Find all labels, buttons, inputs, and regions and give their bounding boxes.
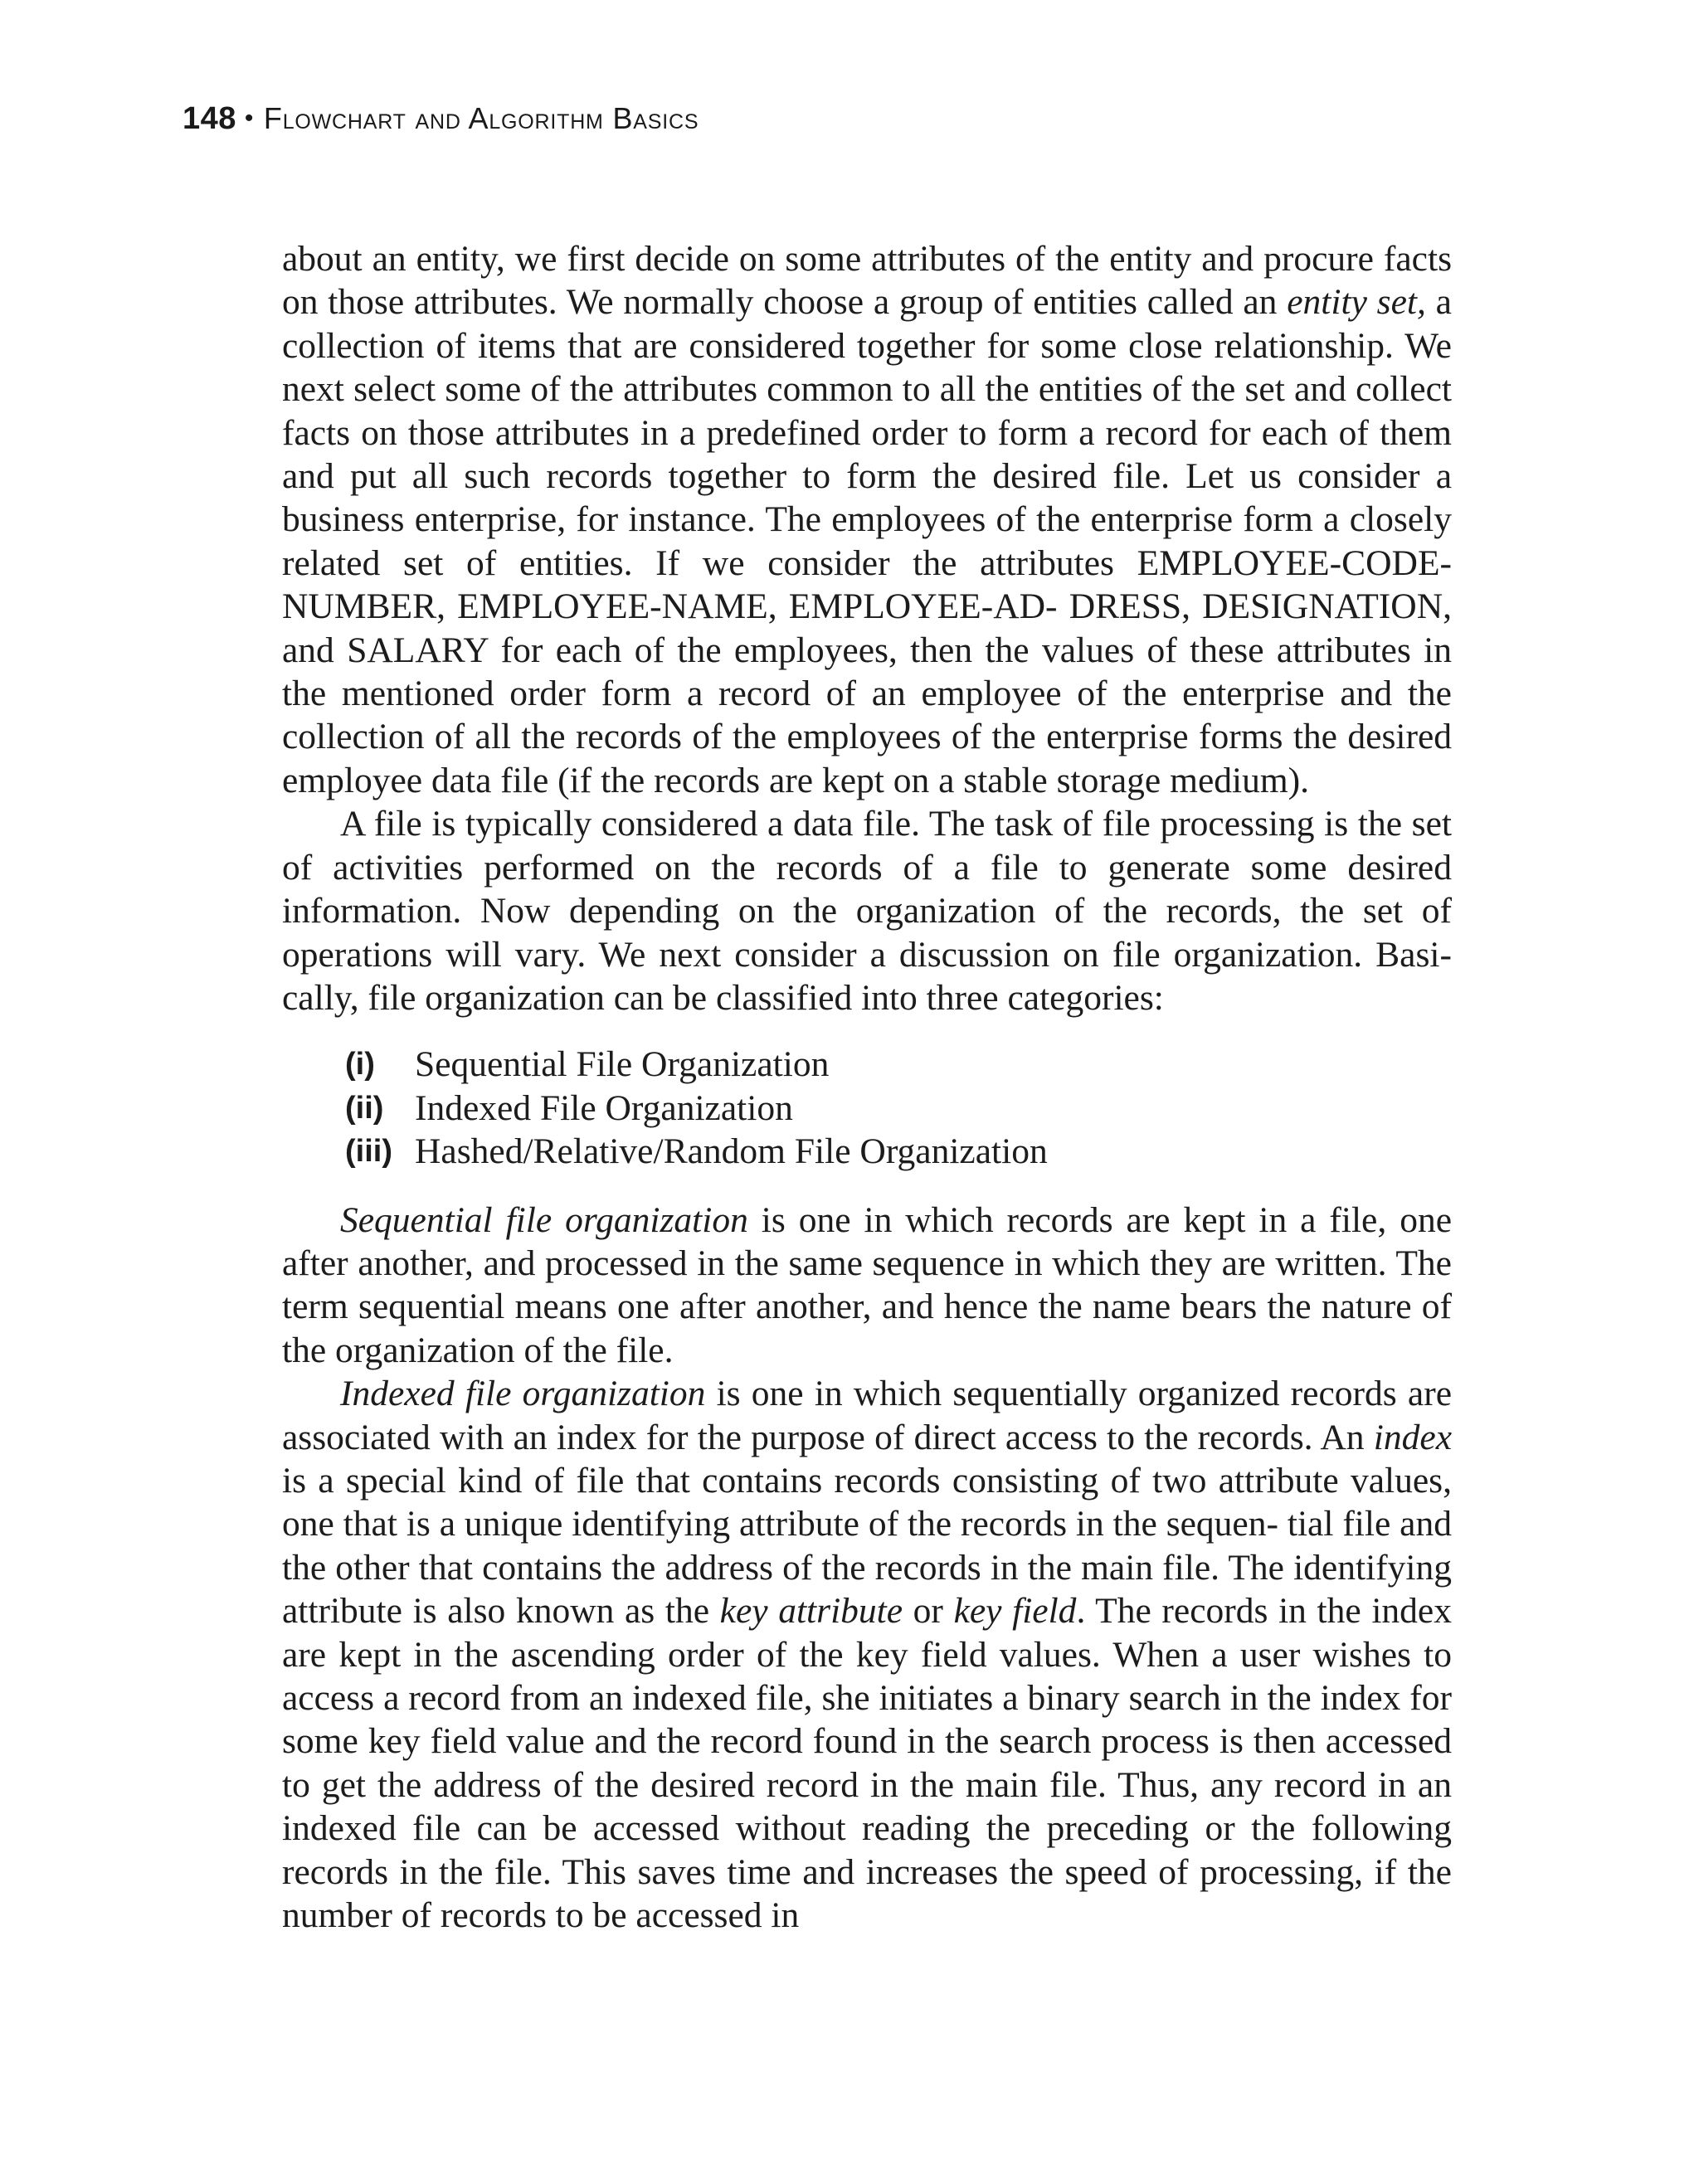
text-run: about an entity, we first decide on some attributes of the entity and procure facts on those attributes. We normally choose a group of entities called an	[282, 239, 1452, 323]
header-separator: •	[244, 105, 254, 132]
body-text	[282, 237, 1452, 1937]
text-run: is a special kind of file that contains records consisting of two attribute values, one that is a unique identifying attribute of the records in the sequen- tial file and the other that contains the address of the records in the main file. The identifying attribute is also known as the	[282, 1460, 1452, 1632]
text-run: a collection of items that are considered together for some close relationship. We next select some of the attributes common to all the entities of the set and collect facts on those attributes in a predefined order to form a record for each of them and put all such records together to form the desired file. Let us consider a business enterprise, for instance. The employees of the enterprise form a closely related set of entities. If we consider the attributes EMPLOYEE-CODE-NUMBER, EMPLOYEE-NAME, EMPLOYEE-AD- DRESS, DESIGNATION, and SALARY for each of the employees, then the values of these attributes in the mentioned order form a record of an employee of the enterprise and the collection of all the records of the employees of the enterprise forms the desired employee data file (if the records are kept on a stable storage medium).	[282, 282, 1452, 800]
paragraph-sequential	[282, 1199, 1452, 1373]
paragraph-file-processing	[282, 802, 1452, 1019]
term-key-field: key field	[953, 1591, 1077, 1632]
list-item	[345, 1130, 1452, 1173]
text-run: . The records in the index are kept in the ascending order of the key field values. When a user wishes to access a record from an indexed file, she initiates a binary search in the index for some key field value and the record found in the search process is then accessed to get the address of the desired record in the main file. Thus, any record in an indexed file can be accessed without reading the preceding or the following records in the file. This saves time and increases the speed of processing, if the number of records to be accessed in	[282, 1591, 1452, 1936]
list-item-text: Hashed/Relative/Random File Organization	[415, 1131, 1048, 1172]
list-marker: (i)	[345, 1047, 375, 1082]
list-item	[345, 1087, 1452, 1130]
term-sequential-file-organization: Sequential file organization	[340, 1199, 748, 1240]
paragraph-entity-set	[282, 237, 1452, 802]
paragraph-indexed	[282, 1372, 1452, 1937]
term-index: index	[1373, 1417, 1452, 1457]
term-indexed-file-organization: Indexed file organization	[340, 1374, 706, 1414]
list-item	[345, 1043, 1452, 1086]
list-marker: (ii)	[345, 1090, 384, 1126]
book-title: Flowchart and Algorithm Basics	[263, 101, 699, 135]
text-run: A file is typically considered a data file. The task of file processing is the set of activities performed on the records of a file to generate some desired information. Now depending on the organization of the records, the set of operations will vary. We next consider a discussion on file organization. Basi- cally, file organization can be classified into three categories:	[282, 804, 1452, 1018]
running-head	[183, 101, 699, 137]
list-item-text: Indexed File Organization	[415, 1087, 793, 1128]
list-marker: (iii)	[345, 1134, 392, 1170]
page-number: 148	[183, 101, 236, 136]
text-run: or	[903, 1591, 954, 1632]
text-run: is one in which sequentially organized records are associated with an index for the purpose of direct access to the records. An	[282, 1374, 1452, 1457]
term-key-attribute: key attribute	[719, 1591, 903, 1632]
term-entity-set: entity set,	[1287, 282, 1426, 323]
text-run: is one in which records are kept in a file, one after another, and processed in the same sequence in which they are written. The term sequential means one after another, and hence the name bears the nature of the organization of the file.	[282, 1199, 1452, 1370]
list-item-text: Sequential File Organization	[415, 1044, 830, 1085]
file-organization-list	[345, 1043, 1452, 1173]
